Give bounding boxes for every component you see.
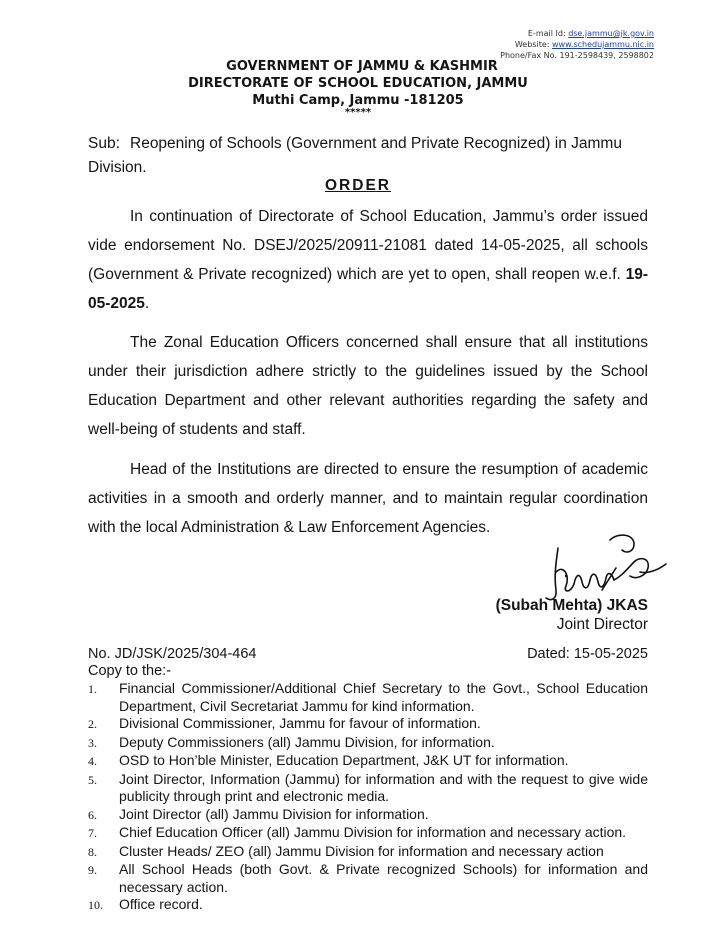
- email-line: [500, 28, 654, 39]
- subject-line: [88, 132, 648, 180]
- website-line: [500, 39, 654, 50]
- copy-to-item-number: 9.: [88, 863, 97, 877]
- copy-to-item: [88, 896, 648, 915]
- copy-to-item: [88, 752, 648, 771]
- dated-line: Dated: 15-05-2025: [527, 646, 648, 662]
- copy-to-item: [88, 806, 648, 825]
- copy-to-item-text: Chief Education Officer (all) Jammu Division for information and necessary action.: [119, 824, 627, 840]
- copy-to-item-text: Financial Commissioner/Additional Chief Secretary to the Govt., School Education Department, Civil Secretariat Jammu for kind information.: [119, 680, 648, 714]
- copy-to-item: [88, 680, 648, 715]
- copy-to-item: [88, 715, 648, 734]
- copy-to-label: Copy to the:-: [88, 663, 172, 679]
- copy-to-item: [88, 861, 648, 896]
- directorate-title: DIRECTORATE OF SCHOOL EDUCATION, JAMMU: [188, 76, 528, 91]
- order-title: ORDER: [325, 177, 391, 194]
- copy-to-item-number: 10.: [88, 898, 103, 912]
- copy-to-item-text: Cluster Heads/ ZEO (all) Jammu Division for information and necessary action: [119, 842, 604, 859]
- copy-to-item-text: All School Heads (both Govt. & Private recognized Schools) for information and necessary action.: [119, 861, 648, 895]
- copy-to-item-text: Divisional Commissioner, Jammu for favour of information.: [119, 715, 481, 731]
- copy-to-item-number: 2.: [88, 717, 97, 731]
- signatory-block: [496, 596, 648, 634]
- paragraph-1-end: .: [144, 295, 150, 312]
- signatory-designation: Joint Director: [556, 616, 648, 633]
- paragraph-zonal-officers: The Zonal Education Officers concerned shall ensure that all institutions under their jurisdiction adhere strictly to the guidelines issued by the School Education Department and other relevant authorities regarding the safety and well-being of students and staff.: [88, 334, 648, 438]
- copy-to-item-text: Joint Director, Information (Jammu) for information and with the request to give wide publicity through print and electronic media.: [119, 770, 648, 804]
- copy-to-item: [88, 843, 648, 862]
- website-label: Website:: [514, 40, 552, 49]
- reference-number: No. JD/JSK/2025/304-464: [88, 646, 257, 662]
- copy-to-item-number: 7.: [88, 826, 97, 840]
- copy-to-list: [88, 680, 648, 915]
- copy-to-item-text: OSD to Hon’ble Minister, Education Department, J&K UT for information.: [119, 752, 569, 768]
- copy-to-item-number: 1.: [88, 682, 97, 696]
- phone-line: Phone/Fax No. 191-2598439, 2598802: [500, 51, 654, 60]
- separator-stars: *****: [344, 107, 372, 118]
- copy-to-item-text: Office record.: [119, 896, 203, 912]
- copy-to-item-number: 8.: [88, 844, 97, 859]
- letterhead: [0, 58, 716, 118]
- reopen-date: 19-05-2025: [88, 266, 648, 312]
- email-label: E-mail Id:: [527, 29, 569, 38]
- copy-to-item-number: 5.: [88, 772, 97, 787]
- signatory-name: (Subah Mehta) JKAS: [495, 597, 648, 614]
- copy-to-item-number: 3.: [88, 735, 97, 750]
- copy-to-item-text: Deputy Commissioners (all) Jammu Division, for information.: [119, 733, 495, 750]
- copy-to-item: [88, 771, 648, 806]
- copy-to-item-number: 4.: [88, 754, 97, 768]
- government-title: GOVERNMENT OF JAMMU & KASHMIR: [226, 59, 498, 74]
- copy-to-item-number: 6.: [88, 807, 97, 822]
- copy-to-item-text: Joint Director (all) Jammu Division for information.: [119, 805, 429, 822]
- subject-label: Sub:: [88, 135, 120, 152]
- email-link[interactable]: dse.jammu@jk.gov.in: [568, 29, 654, 38]
- paragraph-1-text: In continuation of Directorate of School Education, Jammu’s order issued vide endorsement No. DSEJ/2025/20911-21081 dated 14-05-2025, all schools (Government & Private recognized) which are yet to open, shall reopen w.e.f.: [88, 208, 648, 283]
- copy-to-item: [88, 824, 648, 843]
- paragraph-reopen-order: [88, 202, 648, 318]
- website-link[interactable]: www.schedujammu.nic.in: [552, 40, 654, 49]
- copy-to-item: [88, 734, 648, 753]
- contact-block: [500, 28, 654, 61]
- paragraph-institution-heads: Head of the Institutions are directed to ensure the resumption of academic activities in a smooth and orderly manner, and to maintain regular coordination with the local Administration & Law Enforcement Agencies.: [88, 461, 648, 536]
- subject-text: Reopening of Schools (Government and Private Recognized) in Jammu Division.: [88, 135, 622, 176]
- address-line: Muthi Camp, Jammu -181205: [252, 93, 464, 108]
